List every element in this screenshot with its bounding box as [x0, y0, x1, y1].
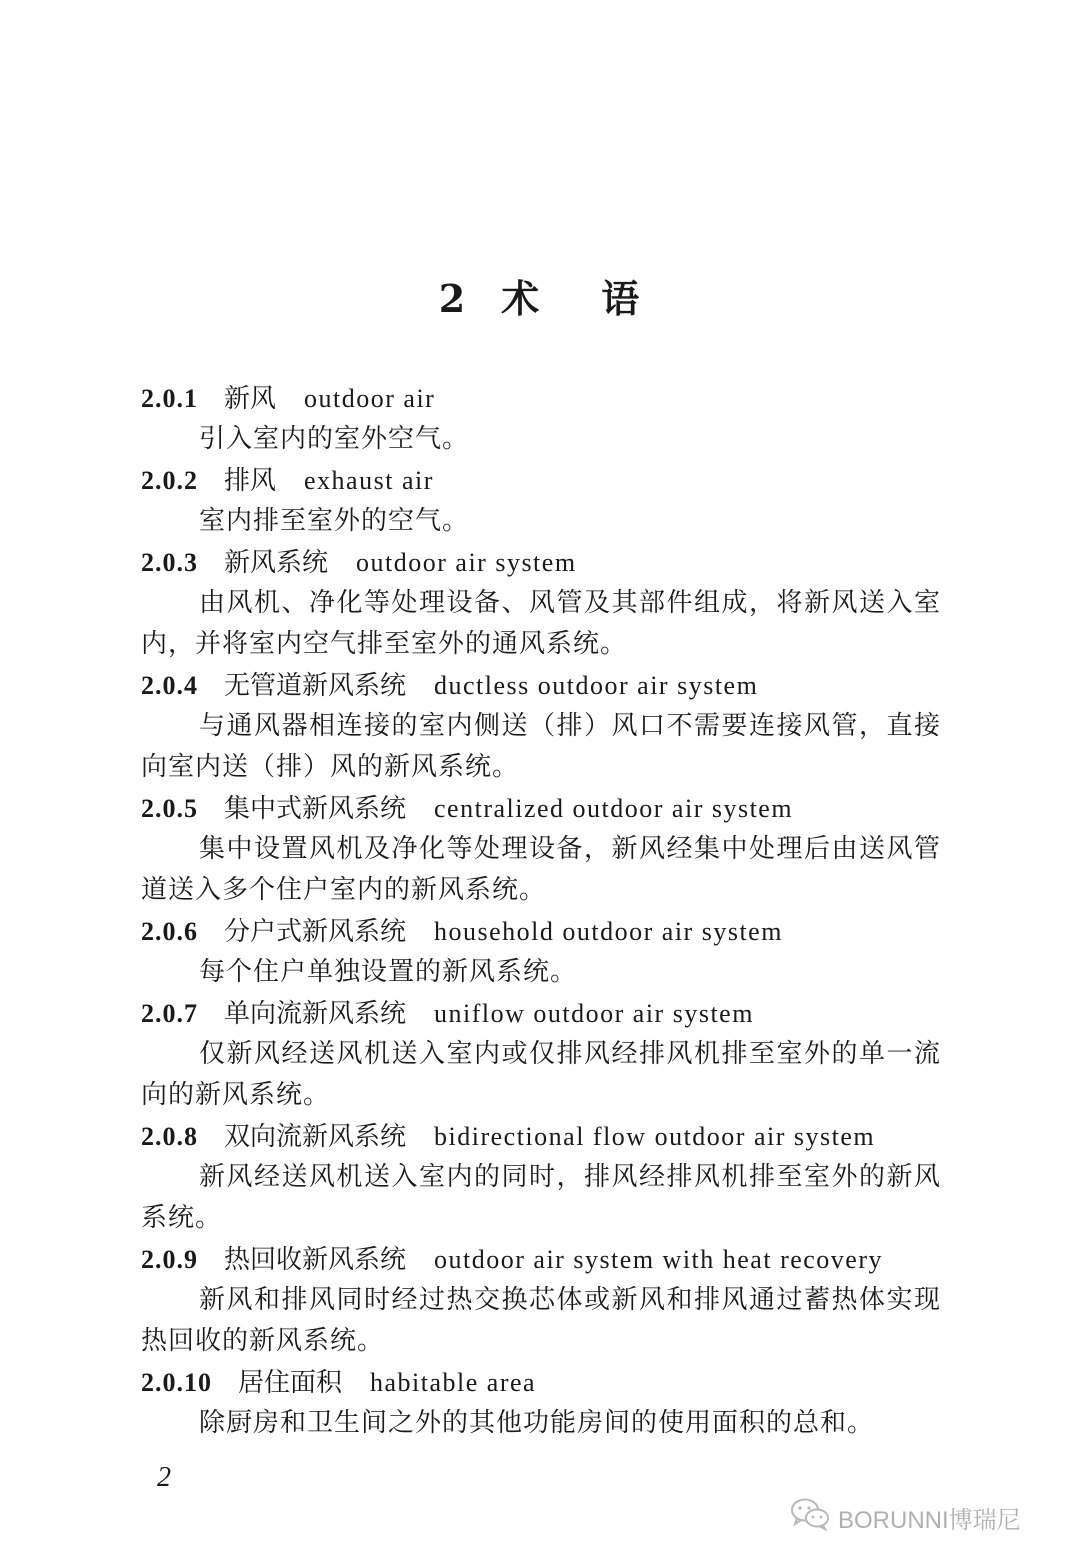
chapter-title	[0, 268, 1080, 323]
term-number: 2.0.3	[141, 548, 198, 577]
watermark	[790, 1497, 1021, 1537]
term-heading	[141, 542, 941, 583]
term-number: 2.0.5	[141, 794, 198, 823]
term-entry	[141, 1362, 941, 1444]
term-english: outdoor air	[304, 384, 436, 413]
term-definition: 除厨房和卫生间之外的其他功能房间的使用面积的总和。	[199, 1408, 875, 1438]
wechat-icon	[790, 1497, 838, 1538]
term-definition: 由风机、净化等处理设备、风管及其部件组成，将新风送入室内，并将室内空气排至室外的通风系统。	[141, 588, 941, 659]
term-entry	[141, 665, 941, 788]
chapter-title-part2: 语	[601, 276, 642, 321]
term-definition: 仅新风经送风机送入室内或仅排风经排风机排至室外的单一流向的新风系统。	[141, 1039, 941, 1110]
term-entry	[141, 788, 941, 911]
page-number: 2	[157, 1462, 171, 1493]
term-chinese: 集中式新风系统	[224, 794, 407, 824]
term-definition: 室内排至室外的空气。	[199, 506, 470, 536]
term-english: uniflow outdoor air system	[434, 999, 754, 1028]
term-heading	[141, 788, 941, 829]
term-english: ductless outdoor air system	[434, 671, 759, 700]
term-heading	[141, 1239, 941, 1280]
term-heading	[141, 911, 941, 952]
term-number: 2.0.8	[141, 1122, 198, 1151]
term-english: exhaust air	[304, 466, 434, 495]
term-heading	[141, 665, 941, 706]
term-chinese: 新风	[224, 384, 277, 414]
term-chinese: 居住面积	[238, 1368, 343, 1398]
term-number: 2.0.6	[141, 917, 198, 946]
term-entry	[141, 993, 941, 1116]
term-entry	[141, 1239, 941, 1362]
term-definition: 与通风器相连接的室内侧送（排）风口不需要连接风管，直接向室内送（排）风的新风系统。	[141, 711, 941, 782]
chapter-title-part1: 术	[501, 276, 542, 321]
term-chinese: 双向流新风系统	[224, 1122, 407, 1152]
term-number: 2.0.2	[141, 466, 198, 495]
term-number: 2.0.9	[141, 1245, 198, 1274]
term-number: 2.0.7	[141, 999, 198, 1028]
term-definition: 新风经送风机送入室内的同时，排风经排风机排至室外的新风系统。	[141, 1162, 941, 1233]
term-heading	[141, 378, 941, 419]
term-entry	[141, 460, 941, 542]
term-heading	[141, 993, 941, 1034]
term-chinese: 无管道新风系统	[224, 671, 407, 701]
watermark-text: BORUNNI博瑞尼	[838, 1506, 1021, 1534]
term-definition: 新风和排风同时经过热交换芯体或新风和排风通过蓄热体实现热回收的新风系统。	[141, 1285, 941, 1356]
term-entry	[141, 378, 941, 460]
term-english: outdoor air system	[356, 548, 577, 577]
term-chinese: 新风系统	[224, 548, 329, 578]
term-english: habitable area	[370, 1368, 537, 1397]
term-english: centralized outdoor air system	[434, 794, 794, 823]
term-heading	[141, 1362, 941, 1403]
term-definition: 每个住户单独设置的新风系统。	[199, 957, 578, 987]
term-heading	[141, 1116, 941, 1157]
chapter-number: 2	[438, 276, 468, 321]
term-definition: 集中设置风机及净化等处理设备，新风经集中处理后由送风管道送入多个住户室内的新风系统。	[141, 834, 941, 905]
term-entry	[141, 911, 941, 993]
term-entry	[141, 542, 941, 665]
term-english: outdoor air system with heat recovery	[434, 1245, 884, 1274]
term-chinese: 排风	[224, 466, 277, 496]
term-number: 2.0.4	[141, 671, 198, 700]
term-chinese: 热回收新风系统	[224, 1245, 407, 1275]
term-english: bidirectional flow outdoor air system	[434, 1122, 876, 1151]
term-definition: 引入室内的室外空气。	[199, 424, 470, 454]
term-chinese: 单向流新风系统	[224, 999, 407, 1029]
term-chinese: 分户式新风系统	[224, 917, 407, 947]
terms-list	[141, 378, 941, 1444]
term-english: household outdoor air system	[434, 917, 783, 946]
term-number: 2.0.10	[141, 1368, 212, 1397]
term-number: 2.0.1	[141, 384, 198, 413]
term-heading	[141, 460, 941, 501]
term-entry	[141, 1116, 941, 1239]
